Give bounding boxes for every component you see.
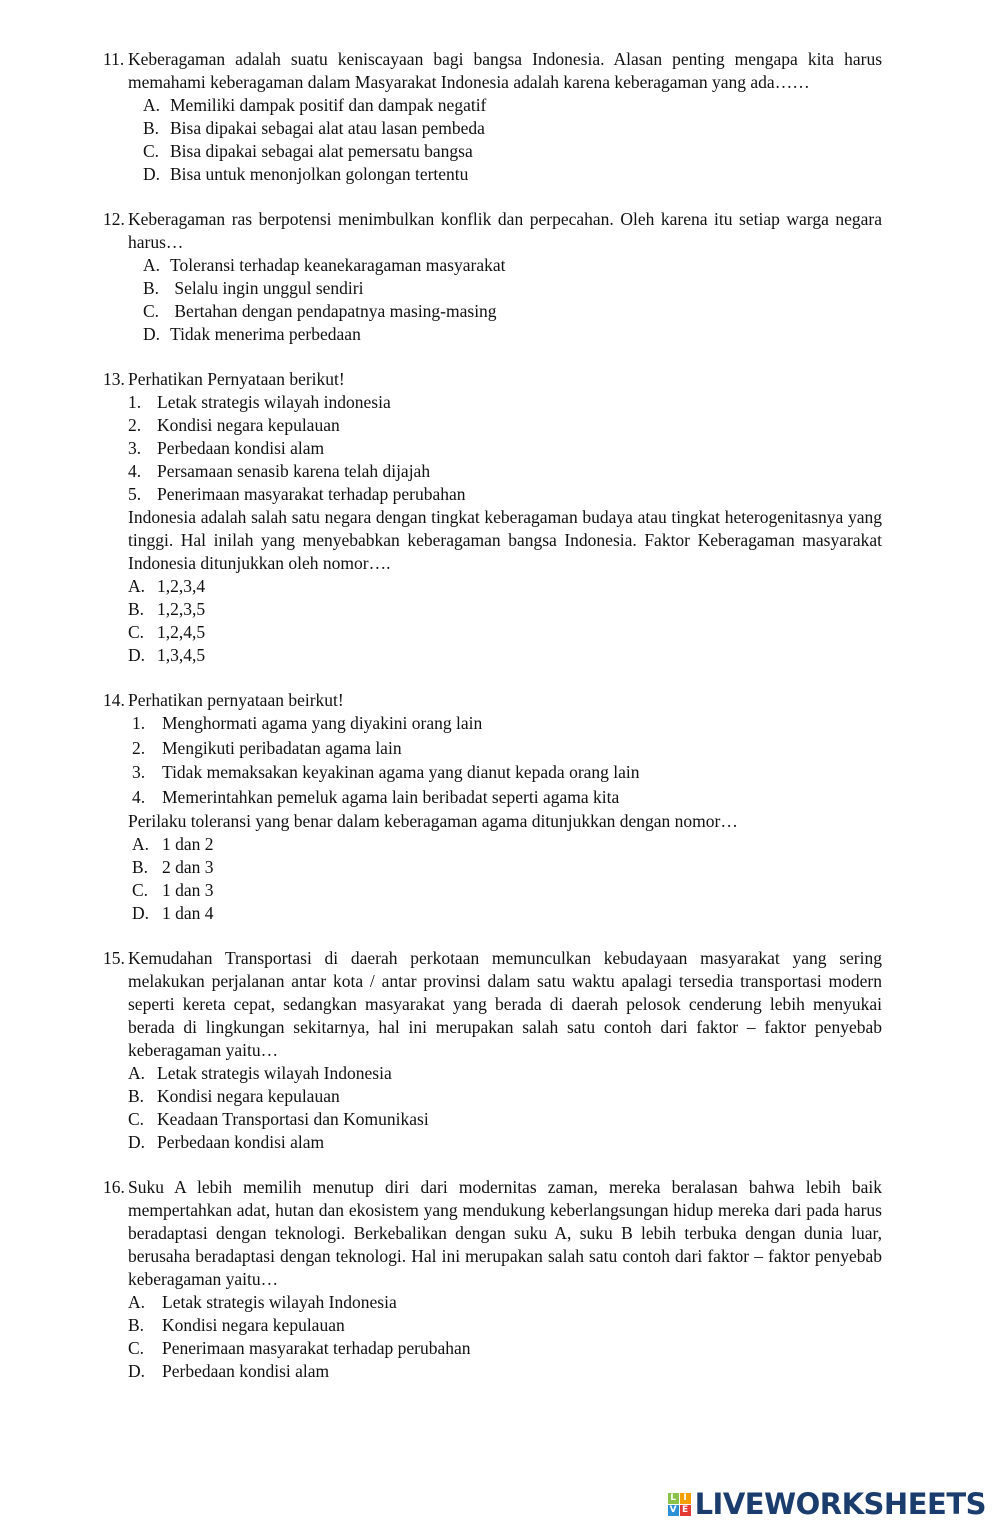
statement-number: 4. [132, 786, 146, 807]
option-letter: D. [132, 903, 150, 923]
option-text: Bisa dipakai sebagai alat pemersatu bangsa [170, 141, 473, 161]
answer-option[interactable] [0, 1062, 1000, 1085]
option-letter: D. [128, 1361, 146, 1381]
question-stem: Perhatikan Pernyataan berikut! [128, 369, 345, 389]
statement-item [0, 737, 1000, 762]
statement-text: Tidak memaksakan keyakinan agama yang dianut kepada orang lain [162, 762, 640, 782]
question [0, 689, 1000, 925]
answer-option[interactable] [0, 117, 1000, 140]
answer-option[interactable] [0, 598, 1000, 621]
option-letter: C. [143, 141, 160, 161]
logo-text: LIVEWORKSHEETS [694, 1487, 986, 1521]
question-stem: Suku A lebih memilih menutup diri dari modernitas zaman, mereka beralasan bahwa lebih baik mempertahkan adat, hutan dan ekosistem yang mendukung keberlangsungan hidup mereka dari pada harus beradaptasi dengan teknologi. Berkebalikan dengan suku A, suku B lebih terbuka dengan dunia luar, berusaha beradaptasi dengan teknologi. Hal ini merupakan salah satu contoh dari faktor – faktor penyebab keberagaman yaitu… [128, 1177, 882, 1289]
statement-item [0, 483, 1000, 506]
answer-option[interactable] [0, 902, 1000, 925]
statement-list [0, 712, 1000, 810]
question-stem: Kemudahan Transportasi di daerah perkotaan memunculkan kebudayaan masyarakat yang sering melakukan perjalanan antar kota / antar provinsi dalam satu waktu apalagi tersedia transportasi modern seperti kereta cepat, sedangkan masyarakat yang berada di daerah pelosok cenderung lebih menyukai berada di lingkungan sekitarnya, hal ini merupakan salah satu contoh dari faktor – faktor penyebab keberagaman yaitu… [128, 948, 882, 1060]
question-stem: Perhatikan pernyataan beirkut! [128, 690, 344, 710]
answer-option[interactable] [0, 1108, 1000, 1131]
option-text: 1,3,4,5 [157, 645, 206, 665]
answer-option[interactable] [0, 833, 1000, 856]
option-text: Perbedaan kondisi alam [162, 1361, 330, 1381]
option-text: Bertahan dengan pendapatnya masing-masing [170, 301, 497, 321]
answer-option[interactable] [0, 1314, 1000, 1337]
option-text: Letak strategis wilayah Indonesia [157, 1063, 392, 1083]
question-prompt: Indonesia adalah salah satu negara dengan tingkat keberagaman budaya atau tingkat heterogenitasnya yang tinggi. Hal inilah yang menyebabkan keberagaman bangsa Indonesia. Faktor Keberagaman masyarakat Indonesia ditunjukkan oleh nomor…. [128, 507, 882, 573]
option-letter: A. [143, 95, 161, 115]
option-text: 1 dan 4 [162, 903, 214, 923]
question-prompt: Perilaku toleransi yang benar dalam keberagaman agama ditunjukkan dengan nomor… [128, 811, 738, 831]
option-letter: C. [128, 1109, 145, 1129]
answer-option[interactable] [0, 644, 1000, 667]
answer-option[interactable] [0, 254, 1000, 277]
answer-option[interactable] [0, 323, 1000, 346]
option-letter: B. [128, 1315, 145, 1335]
option-letter: B. [143, 118, 160, 138]
answer-option[interactable] [0, 1291, 1000, 1314]
option-text: 1,2,3,4 [157, 576, 206, 596]
option-letter: C. [132, 880, 149, 900]
statement-item [0, 712, 1000, 737]
option-letter: B. [143, 278, 160, 298]
option-text: Bisa dipakai sebagai alat atau lasan pembeda [170, 118, 485, 138]
statement-list [0, 391, 1000, 506]
option-letter: D. [128, 645, 146, 665]
statement-number: 3. [132, 762, 146, 782]
statement-number: 1. [132, 713, 146, 733]
answer-option[interactable] [0, 1337, 1000, 1360]
option-text: 1,2,3,5 [157, 599, 206, 619]
statement-text: Memerintahkan pemeluk agama lain beribadat seperti agama kita [162, 786, 620, 807]
option-text: 1 dan 2 [162, 834, 214, 854]
option-text: 1,2,4,5 [157, 622, 206, 642]
statement-number: 4. [128, 461, 142, 481]
option-text: Toleransi terhadap keanekaragaman masyarakat [170, 255, 506, 275]
liveworksheets-logo [668, 1487, 986, 1521]
answer-option[interactable] [0, 277, 1000, 300]
question [0, 368, 1000, 667]
answer-option[interactable] [0, 163, 1000, 186]
answer-option[interactable] [0, 1131, 1000, 1154]
option-letter: B. [128, 599, 145, 619]
question-number: 16. [103, 1177, 125, 1197]
statement-text: Mengikuti peribadatan agama lain [162, 737, 402, 758]
logo-icon: L I V E [668, 1493, 691, 1516]
option-text: Perbedaan kondisi alam [157, 1132, 325, 1152]
statement-item [0, 437, 1000, 460]
option-text: Kondisi negara kepulauan [162, 1315, 345, 1335]
statement-item [0, 786, 1000, 811]
statement-item [0, 761, 1000, 786]
answer-option[interactable] [0, 621, 1000, 644]
option-text: 2 dan 3 [162, 857, 214, 877]
question-number: 15. [103, 948, 125, 968]
option-letter: A. [132, 834, 150, 854]
statement-number: 3. [128, 438, 142, 458]
option-text: Keadaan Transportasi dan Komunikasi [157, 1109, 429, 1129]
option-text: 1 dan 3 [162, 880, 214, 900]
option-letter: C. [128, 622, 145, 642]
answer-option[interactable] [0, 300, 1000, 323]
option-text: Memiliki dampak positif dan dampak negatif [170, 95, 487, 115]
answer-option[interactable] [0, 879, 1000, 902]
option-letter: D. [143, 164, 161, 184]
statement-text: Menghormati agama yang diyakini orang lain [162, 713, 483, 733]
option-text: Tidak menerima perbedaan [170, 324, 361, 344]
statement-number: 2. [128, 415, 142, 435]
question-stem: Keberagaman adalah suatu keniscayaan bagi bangsa Indonesia. Alasan penting mengapa kita harus memahami keberagaman dalam Masyarakat Indonesia adalah karena keberagaman yang ada…… [128, 49, 882, 92]
answer-option[interactable] [0, 856, 1000, 879]
option-letter: A. [128, 1063, 146, 1083]
question-number: 13. [103, 369, 125, 389]
option-text: Bisa untuk menonjolkan golongan tertentu [170, 164, 469, 184]
option-letter: A. [128, 576, 146, 596]
option-letter: C. [143, 301, 160, 321]
statement-text: Perbedaan kondisi alam [157, 438, 325, 458]
question [0, 48, 1000, 186]
statement-item [0, 414, 1000, 437]
answer-option[interactable] [0, 140, 1000, 163]
option-letter: C. [128, 1338, 145, 1358]
statement-item [0, 391, 1000, 414]
statement-number: 5. [128, 484, 142, 504]
statement-number: 2. [132, 737, 146, 758]
option-letter: D. [143, 324, 161, 344]
question [0, 947, 1000, 1154]
option-text: Letak strategis wilayah Indonesia [162, 1292, 397, 1312]
statement-text: Persamaan senasib karena telah dijajah [157, 461, 431, 481]
answer-option[interactable] [0, 94, 1000, 117]
question-stem: Keberagaman ras berpotensi menimbulkan konflik dan perpecahan. Oleh karena itu setiap warga negara harus… [128, 209, 882, 252]
statement-number: 1. [128, 392, 142, 412]
statement-text: Kondisi negara kepulauan [157, 415, 340, 435]
question-number: 12. [103, 209, 125, 229]
option-text: Kondisi negara kepulauan [157, 1086, 340, 1106]
option-letter: A. [128, 1292, 146, 1312]
option-letter: B. [128, 1086, 145, 1106]
question-number: 11. [103, 49, 125, 69]
statement-text: Penerimaan masyarakat terhadap perubahan [157, 484, 466, 504]
option-text: Penerimaan masyarakat terhadap perubahan [162, 1338, 471, 1358]
option-text: Selalu ingin unggul sendiri [170, 278, 364, 298]
questions [0, 48, 1000, 1405]
statement-text: Letak strategis wilayah indonesia [157, 392, 391, 412]
question [0, 208, 1000, 346]
answer-option[interactable] [0, 575, 1000, 598]
option-letter: B. [132, 857, 149, 877]
statement-item [0, 460, 1000, 483]
option-letter: A. [143, 255, 161, 275]
answer-option[interactable] [0, 1360, 1000, 1383]
question [0, 1176, 1000, 1383]
option-letter: D. [128, 1132, 146, 1152]
question-number: 14. [103, 690, 125, 710]
answer-option[interactable] [0, 1085, 1000, 1108]
